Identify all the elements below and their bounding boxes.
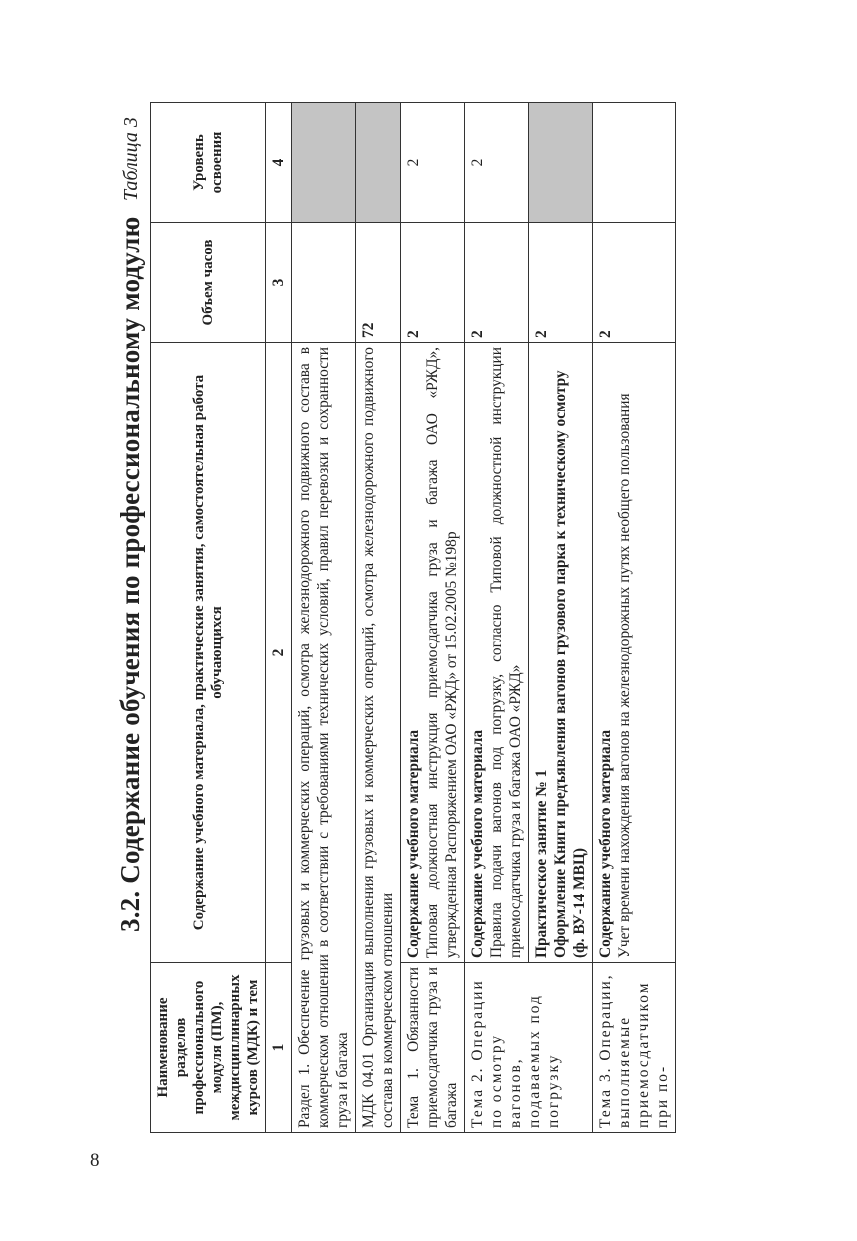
topic3-content-text: Учет времени нахождения вагонов на железнодорожных путях необщего пользования [616, 393, 633, 958]
topic1-content [401, 343, 465, 963]
topic3-level-cell [593, 103, 676, 223]
section-title: Раздел 1. Обеспечение грузовых и коммерческих операций, осмотра железнодорожного подвижного состава в коммерческом отношении в соответствии с требованиями технических условий, правил перевозки и сохранности груза и багажа [292, 343, 356, 1133]
practical-content [529, 343, 593, 963]
topic1-name: Тема 1. Обязанности приемосдатчика груза и багажа [401, 963, 465, 1133]
page-number: 8 [90, 1150, 100, 1171]
practical-hours: 2 [529, 223, 593, 343]
practical-title: Практическое занятие № 1 [533, 769, 550, 958]
topic2-content-title: Содержание учебного материала [469, 729, 486, 958]
practical-level-cell [529, 103, 593, 223]
mdk-title: МДК 04.01 Организация выполнения грузовых и коммерческих операций, осмотра железнодорожного подвижного состава в коммерческом отношении [356, 343, 401, 1133]
topic1-level: 2 [401, 103, 465, 223]
header-content: Содержание учебного материала, практические занятия, самостоятельная работа обучающихся [151, 343, 266, 963]
topic1-row [401, 103, 465, 1133]
header-level: Уровень освоения [151, 103, 266, 223]
mdk-level-cell [356, 103, 401, 223]
section-level-cell [292, 103, 356, 223]
header-hours: Объем часов [151, 223, 266, 343]
topic3-content [593, 343, 676, 963]
topic3-name: Тема 3. Операции, выполняемые приемосдатчиком при по- [593, 963, 676, 1133]
practical-text: Оформление Книги предъявления вагонов грузового парка к техническому осмотру (ф. ВУ-14 МВЦ) [552, 370, 588, 958]
column-number-row [266, 103, 292, 1133]
topic2-content-text: Правила подачи вагонов под погрузку, согласно Типовой должностной инструкции приемосдатчика груза и багажа ОАО «РЖД» [488, 347, 524, 958]
header-section-names: Наименование разделов профессионального модуля (ПМ), междисциплинарных курсов (МДК) и тем [151, 963, 266, 1133]
topic1-content-text: Типовая должностная инструкция приемосдатчика груза и багажа ОАО «РЖД», утвержденная Распоряжением ОАО «РЖД» от 15.02.2005 №198р [424, 347, 460, 958]
column-number: 4 [266, 103, 292, 223]
topic2-row [465, 103, 529, 1133]
topic2-level: 2 [465, 103, 529, 223]
section-heading: 3.2. Содержание обучения по профессиональному модулю [115, 216, 145, 932]
topic3-content-title: Содержание учебного материала [597, 729, 614, 958]
topic2-hours: 2 [465, 223, 529, 343]
topic3-hours: 2 [593, 223, 676, 343]
topic2-content [465, 343, 529, 963]
topic3-row [593, 103, 676, 1133]
column-number: 2 [266, 343, 292, 963]
mdk-row [356, 103, 401, 1133]
column-number: 1 [266, 963, 292, 1133]
topic2-name: Тема 2. Операции по осмотру вагонов, подаваемых под погрузку [465, 963, 593, 1133]
topic1-content-title: Содержание учебного материала [405, 729, 422, 958]
column-number: 3 [266, 223, 292, 343]
header-row [151, 103, 266, 1133]
table-label: Таблица 3 [120, 117, 142, 201]
section-hours-cell [292, 223, 356, 343]
mdk-hours: 72 [356, 223, 401, 343]
section-row [292, 103, 356, 1133]
curriculum-table [150, 102, 676, 1133]
topic1-hours: 2 [401, 223, 465, 343]
